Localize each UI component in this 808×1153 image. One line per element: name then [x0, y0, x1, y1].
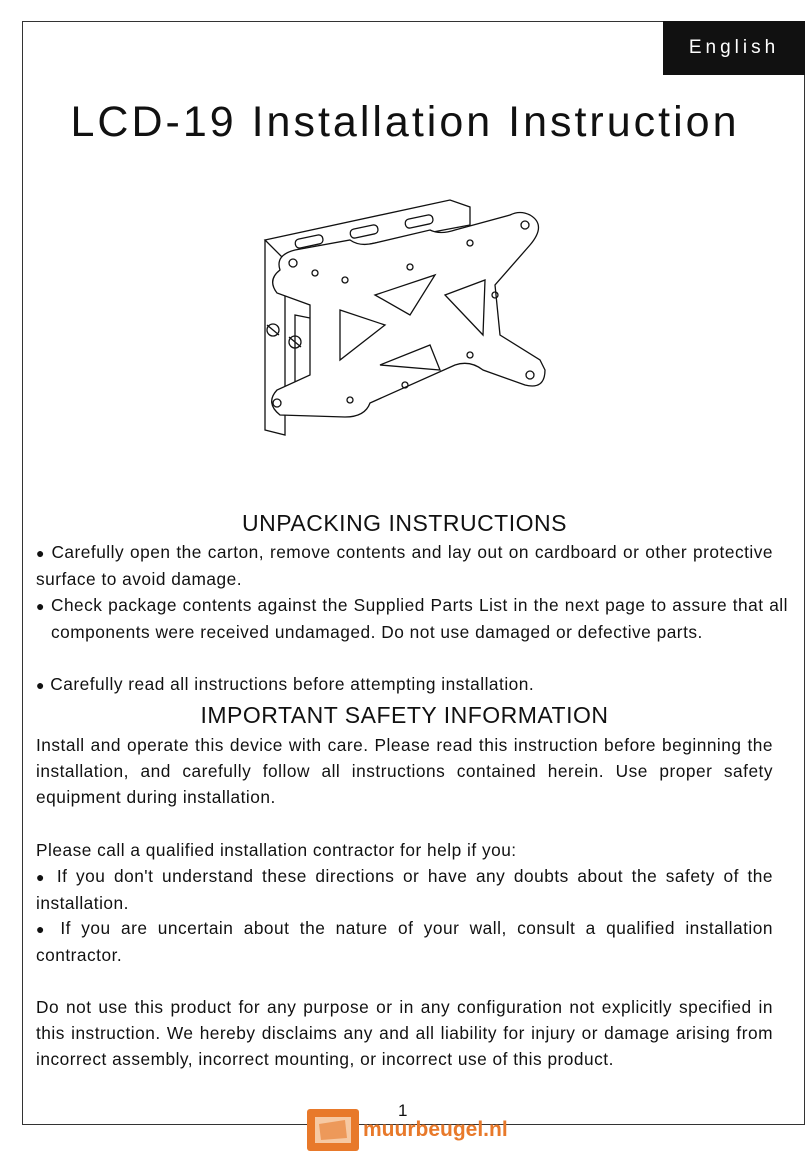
- page-number: 1: [398, 1101, 408, 1120]
- bullet-icon: ●: [36, 598, 46, 614]
- safety-item: ● If you are uncertain about the nature of your wall, consult a qualified installation contractor.: [36, 918, 773, 966]
- bullet-icon: ●: [36, 869, 49, 885]
- unpacking-item: ● Check package contents against the Supplied Parts List in the next page to assure that all components were received undamaged. Do not use damaged or defective parts.: [36, 595, 788, 643]
- unpacking-heading: UNPACKING INSTRUCTIONS: [242, 510, 567, 536]
- safety-disclaimer: Do not use this product for any purpose or in any configuration not explicitly specified in this instruction. We hereby disclaims any and all liability for injury or damage arising from incorrect assembly, incorrect mounting, or incorrect use of this product.: [36, 997, 773, 1070]
- language-label: English: [688, 37, 780, 58]
- bullet-icon: ●: [36, 545, 46, 561]
- page-title: LCD-19 Installation Instruction: [70, 98, 740, 146]
- bullet-icon: ●: [36, 921, 50, 937]
- unpacking-item: ● Carefully open the carton, remove contents and lay out on cardboard or other protective surface to avoid damage.: [36, 542, 773, 590]
- language-badge: [663, 21, 805, 75]
- wall-mount-bracket-illustration: [255, 185, 555, 455]
- safety-item: ● If you don't understand these directions or have any doubts about the safety of the installation.: [36, 866, 773, 914]
- bullet-icon: ●: [36, 677, 45, 693]
- logo-text: muurbeugel.nl: [363, 1118, 508, 1141]
- muurbeugel-logo: [305, 1106, 515, 1153]
- unpacking-item: ● Carefully read all instructions before attempting installation.: [36, 674, 535, 694]
- safety-call-lead: Please call a qualified installation contractor for help if you:: [36, 840, 517, 860]
- safety-heading: IMPORTANT SAFETY INFORMATION: [200, 702, 609, 728]
- safety-intro: Install and operate this device with care. Please read this instruction before beginning the installation, and carefully follow all instructions contained herein. Use proper safety equipment during installation.: [36, 735, 773, 808]
